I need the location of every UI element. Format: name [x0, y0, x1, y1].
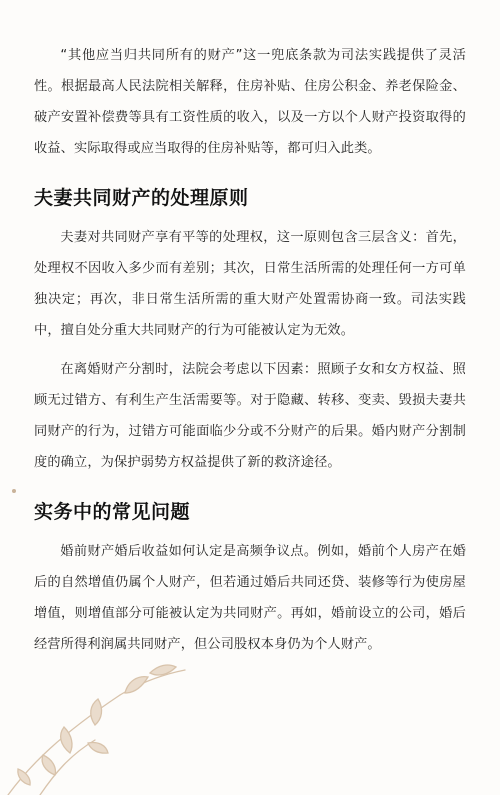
paragraph-divorce-division: 在离婚财产分割时，法院会考虑以下因素：照顾子女和女方权益、照顾无过错方、有利生产生活需要等。对于隐藏、转移、变卖、毁损夫妻共同财产的行为，过错方可能面临少分或不分财产的后果。婚内财产分割制度的确立，为保护弱势方权益提供了新的救济途径。	[34, 362, 466, 470]
paragraph-equal-rights: 夫妻对共同财产享有平等的处理权，这一原则包含三层含义：首先，处理权不因收入多少而有差别；其次，日常生活所需的处理任何一方可单独决定；再次，非日常生活所需的重大财产处置需协商一致。司法实践中，擅自处分重大共同财产的行为可能被认定为无效。	[34, 230, 466, 338]
floral-branch-icon	[0, 655, 200, 795]
decorative-dot	[12, 489, 16, 493]
paragraph-other-property: “其他应当归共同所有的财产”这一兜底条款为司法实践提供了灵活性。根据最高人民法院相关解释，住房补贴、住房公积金、养老保险金、破产安置补偿费等具有工资性质的收入，以及一方以个人财产投资取得的收益、实际取得或应当取得的住房补贴等，都可归入此类。	[34, 48, 466, 156]
heading-handling-principle: 夫妻共同财产的处理原则	[34, 187, 249, 209]
document-body	[34, 40, 466, 660]
paragraph-premarital-income: 婚前财产婚后收益如何认定是高频争议点。例如，婚前个人房产在婚后的自然增值仍属个人财产，但若通过婚后共同还贷、装修等行为使房屋增值，则增值部分可能被认定为共同财产。再如，婚前设立的公司，婚后经营所得利润属共同财产，但公司股权本身仍为个人财产。	[34, 544, 466, 652]
heading-common-issues: 实务中的常见问题	[34, 501, 191, 523]
